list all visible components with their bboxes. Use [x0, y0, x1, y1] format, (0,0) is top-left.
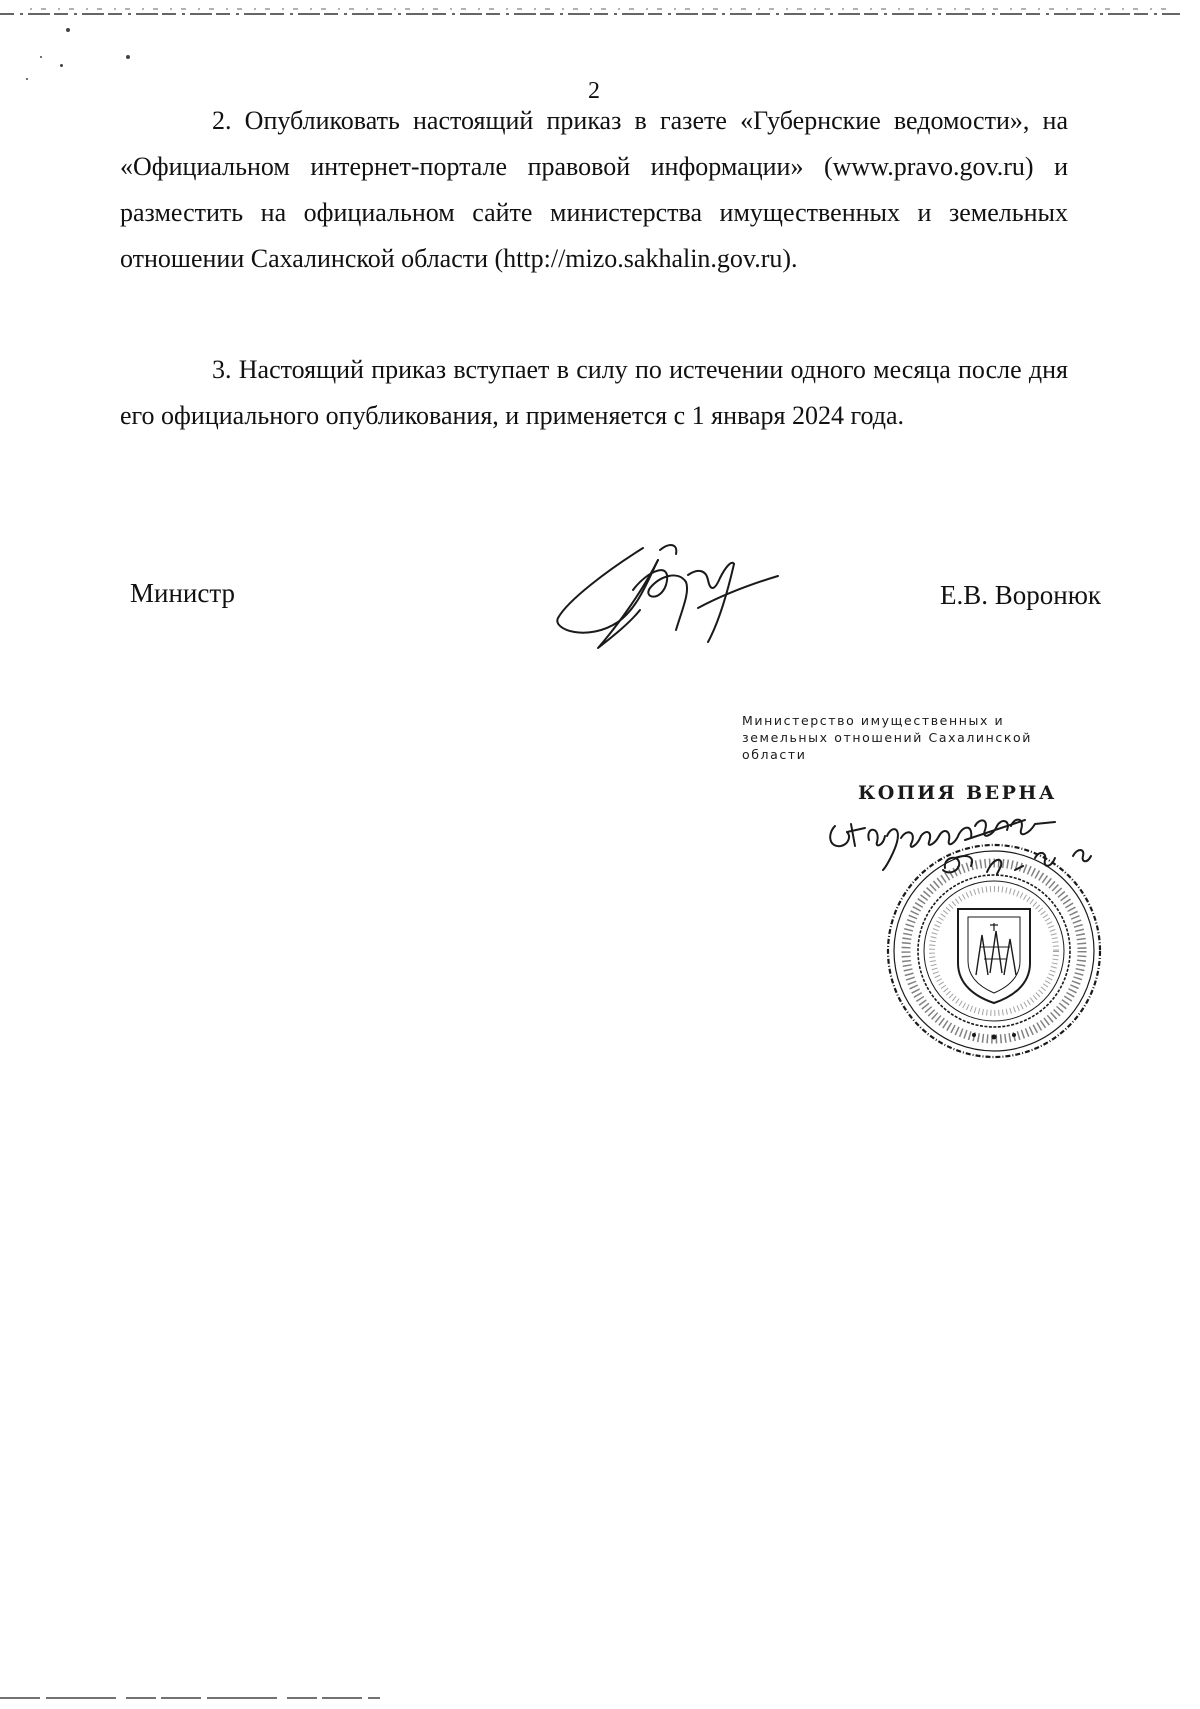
- scan-speck: [66, 28, 70, 32]
- page-number: 2: [588, 78, 600, 104]
- signature-block: [0, 560, 1200, 660]
- certification-stamp-header: [742, 712, 1102, 763]
- paragraph-2-publication: 2. Опубликовать настоящий приказ в газете «Губернские ведомости», на «Официальном интернет-портале правовой информации» (www.pravo.gov.ru) и разместить на официальном сайте министерства имущественных и земельных отношении Сахалинской области (http://mizo.sakhalin.gov.ru).: [120, 106, 1068, 273]
- copy-verified-label: КОПИЯ ВЕРНА: [858, 782, 1057, 804]
- scan-artifact-top-edge: [0, 6, 1200, 20]
- stamp-line: земельных отношений Сахалинской: [742, 730, 1033, 745]
- handwritten-signature: [548, 530, 788, 660]
- scan-speck: [40, 56, 42, 58]
- official-seal: [876, 835, 1136, 1075]
- scan-speck: [126, 55, 130, 59]
- stamp-line: Министерство имущественных и: [742, 713, 1005, 728]
- signer-name: Е.В. Воронюк: [940, 580, 1101, 610]
- scan-speck: [26, 78, 28, 80]
- stamp-line: области: [742, 747, 807, 762]
- scan-artifact-bottom-edge: [0, 1692, 1200, 1704]
- paragraph-3-effective-date: 3. Настоящий приказ вступает в силу по истечении одного месяца после дня его официального опубликования, и применяется с 1 января 2024 года.: [120, 355, 1068, 430]
- scan-speck: [60, 64, 63, 67]
- signer-position: Министр: [130, 578, 235, 608]
